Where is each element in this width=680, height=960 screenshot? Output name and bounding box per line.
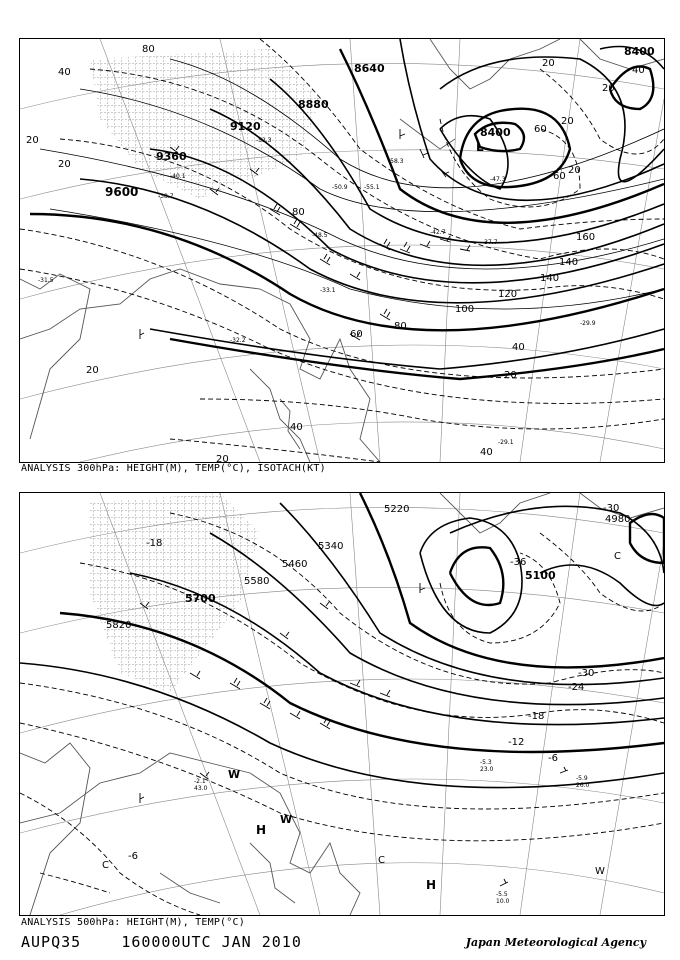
high-pressure-symbol: H <box>256 823 267 837</box>
temp-label: -48.5 <box>312 232 328 239</box>
isotach-label: 80 <box>292 207 305 218</box>
isotach-label: 20 <box>568 165 581 176</box>
height-label: 5700 <box>185 592 216 605</box>
temp-label: -40.1 <box>170 173 186 180</box>
station-temp: -5.9 <box>576 775 588 782</box>
temp-label: -18 <box>528 711 545 722</box>
isotach-label: 60 <box>534 124 547 135</box>
temp-label: -29.9 <box>580 320 596 327</box>
station-temp: -2.1 <box>194 778 206 785</box>
temp-label: -37.7 <box>482 239 498 246</box>
station-dewpoint: 23.0 <box>480 766 494 773</box>
isotach-label: 80 <box>142 44 155 55</box>
cold-symbol: C <box>102 860 109 871</box>
agency-name: Japan Meteorological Agency <box>465 936 646 949</box>
station-dewpoint: 26.0 <box>576 782 590 789</box>
isotach-label: 80 <box>394 321 407 332</box>
product-code: AUPQ35 <box>21 933 82 951</box>
station-temp: -5.3 <box>480 759 492 766</box>
temp-label: -32.2 <box>230 337 246 344</box>
caption-500hpa: ANALYSIS 500hPa: HEIGHT(M), TEMP(°C) <box>21 917 245 928</box>
temp-label: -12 <box>508 737 525 748</box>
isotach-label: 40 <box>290 422 303 433</box>
station-temp: -5.5 <box>496 891 508 898</box>
height-label: 5100 <box>525 569 556 582</box>
height-label: 8640 <box>354 62 385 75</box>
chart-500hpa-panel <box>19 492 665 916</box>
temp-label: -58.3 <box>388 158 404 165</box>
height-label: 8400 <box>480 126 511 139</box>
warm-symbol: W <box>280 813 293 826</box>
height-label: 5460 <box>282 559 308 570</box>
chart-300hpa-panel <box>19 38 665 463</box>
temp-label: -30 <box>603 503 620 514</box>
temp-label: -31.5 <box>38 277 54 284</box>
isotach-label: 20 <box>542 58 555 69</box>
temp-label: -33.1 <box>320 287 336 294</box>
height-label: 9360 <box>156 150 187 163</box>
height-label: 9120 <box>230 120 261 133</box>
isotach-label: 100 <box>455 304 475 315</box>
isotach-label: 120 <box>498 289 518 300</box>
isotach-label: 20 <box>561 116 574 127</box>
temp-label: -42.7 <box>430 229 446 236</box>
temp-label: -18 <box>146 538 163 549</box>
temp-label: -55.1 <box>364 184 380 191</box>
isotach-label: 20 <box>58 159 71 170</box>
isotach-label: 160 <box>576 232 596 243</box>
temp-label: -50.9 <box>332 184 348 191</box>
temp-label: -36 <box>510 557 527 568</box>
isotach-label: 20 <box>86 365 99 376</box>
isotach-label: 40 <box>58 67 71 78</box>
height-label: 5820 <box>106 620 132 631</box>
temp-label: -52.3 <box>256 137 272 144</box>
height-label: 5220 <box>384 504 410 515</box>
cold-symbol: C <box>614 551 621 562</box>
valid-time: 160000UTC JAN 2010 <box>121 933 302 951</box>
height-label: 9600 <box>105 185 139 199</box>
height-label: 5580 <box>244 576 270 587</box>
height-label: 8400 <box>624 45 655 58</box>
cold-symbol: C <box>378 855 385 866</box>
temp-label: -47.3 <box>490 176 506 183</box>
warm-symbol: W <box>228 768 241 781</box>
temp-label: -30 <box>578 668 595 679</box>
station-dewpoint: 43.0 <box>194 785 208 792</box>
station-dewpoint: 10.0 <box>496 898 510 905</box>
warm-symbol: W <box>595 866 605 877</box>
temp-label: -38.7 <box>158 193 174 200</box>
height-label: 4980 <box>605 514 631 525</box>
caption-300hpa: ANALYSIS 300hPa: HEIGHT(M), TEMP(°C), ISOTACH(KT) <box>21 463 326 474</box>
isotach-label: 20 <box>504 370 517 381</box>
isotach-label: 60 <box>553 171 566 182</box>
isotach-label: 40 <box>632 65 645 76</box>
isotach-label: 40 <box>480 447 493 458</box>
temp-label: -6 <box>128 851 138 862</box>
isotach-label: 140 <box>559 257 579 268</box>
isotach-label: 20 <box>602 83 615 94</box>
height-label: 5340 <box>318 541 344 552</box>
product-header <box>21 933 302 951</box>
high-pressure-symbol: H <box>426 878 437 892</box>
isotach-label: 60 <box>350 329 363 340</box>
isotach-label: 140 <box>540 273 560 284</box>
height-label: 8880 <box>298 98 329 111</box>
chart-500hpa-map <box>20 493 664 915</box>
isotach-label: 20 <box>26 135 39 146</box>
low-pressure-symbol: L <box>476 140 484 154</box>
isotach-label: 20 <box>216 454 229 462</box>
temp-label: -29.1 <box>498 439 514 446</box>
temp-label: -6 <box>548 753 558 764</box>
temp-label: -24 <box>568 682 585 693</box>
isotach-label: 40 <box>512 342 525 353</box>
chart-300hpa-map <box>20 39 664 462</box>
